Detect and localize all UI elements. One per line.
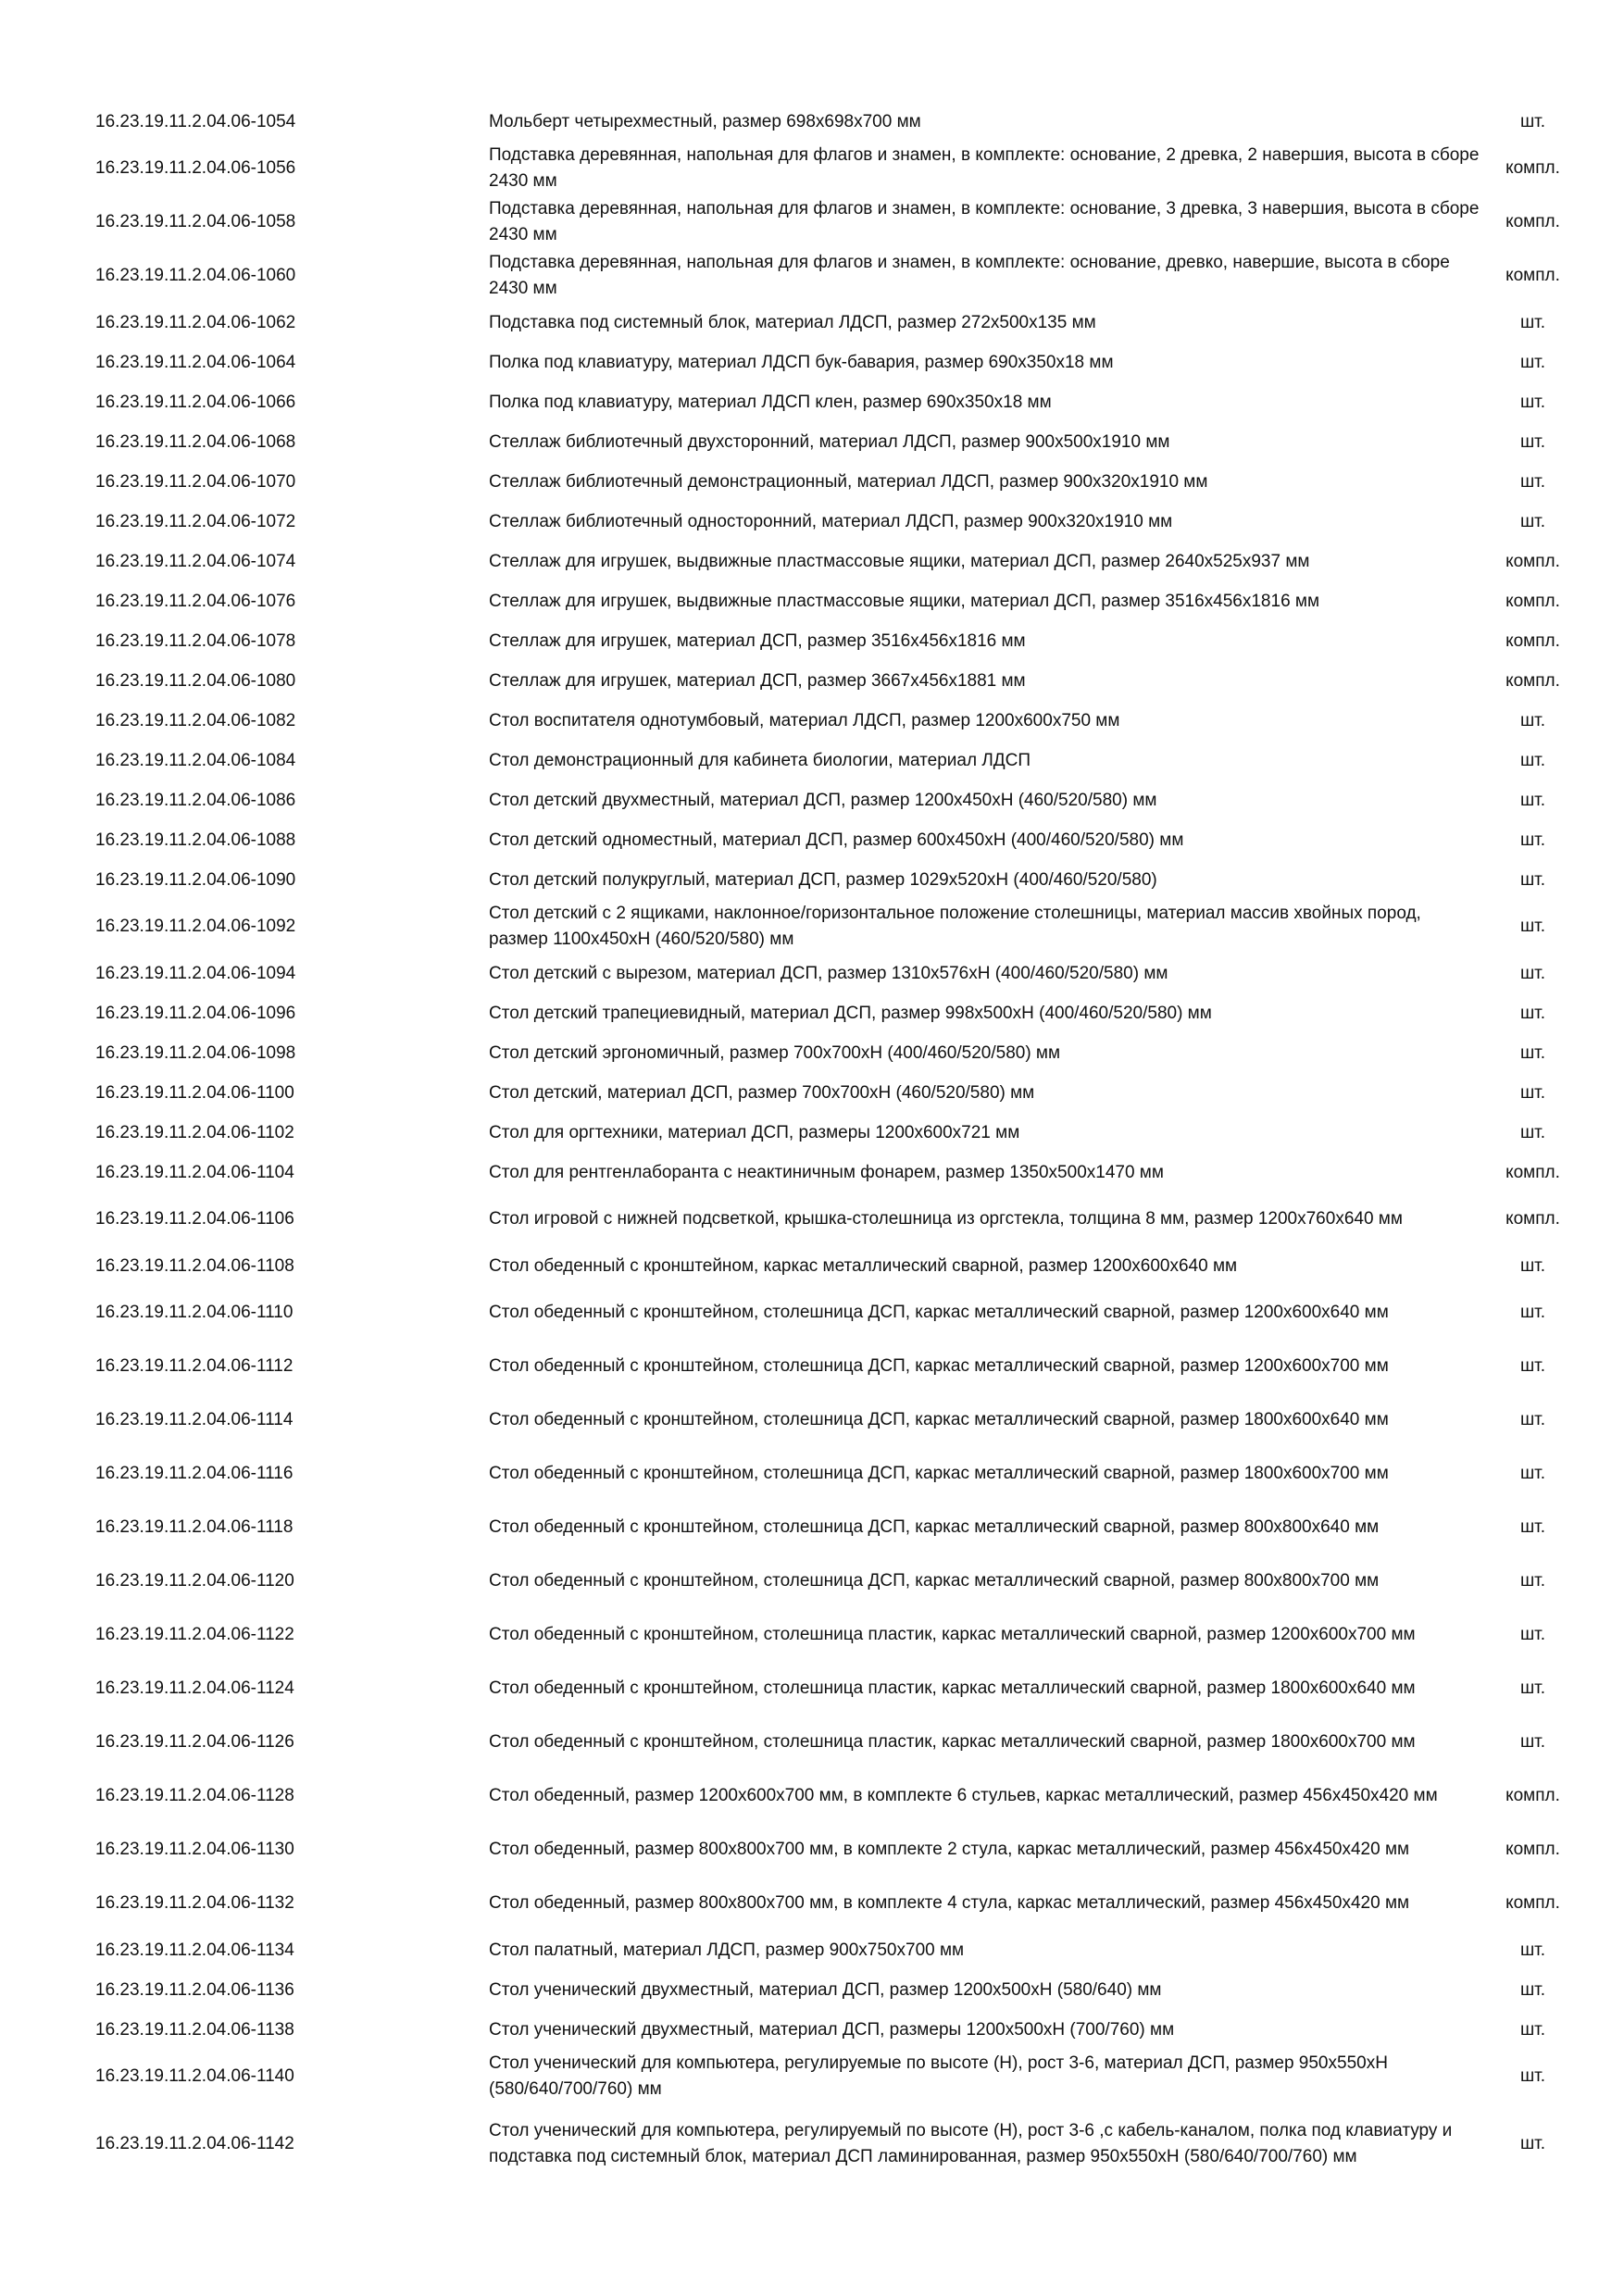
row-code: 16.23.19.11.2.04.06-1070 [95, 471, 296, 492]
row-code: 16.23.19.11.2.04.06-1092 [95, 917, 296, 936]
row-code: 16.23.19.11.2.04.06-1132 [95, 1893, 294, 1913]
row-code: 16.23.19.11.2.04.06-1098 [95, 1042, 296, 1063]
row-code: 16.23.19.11.2.04.06-1100 [95, 1082, 294, 1103]
table-body [95, 102, 1586, 2185]
row-description: Стол детский с 2 ящиками, наклонное/горизонтальное положение столешницы, материал массив хвойных пород, размер 1100х450хН (460/520/580) мм [489, 904, 1421, 949]
row-description: Подставка деревянная, напольная для флагов и знамен, в комплекте: основание, 3 древка, 3 навершия, высота в сборе 2430 мм [489, 199, 1480, 244]
row-unit: шт. [1519, 1410, 1546, 1429]
table-row [95, 993, 1586, 1033]
row-code: 16.23.19.11.2.04.06-1082 [95, 710, 296, 730]
row-code: 16.23.19.11.2.04.06-1078 [95, 630, 296, 651]
row-unit: компл. [1505, 630, 1560, 651]
table-row [95, 2103, 1586, 2185]
row-description: Стол ученический для компьютера, регулируемый по высоте (Н), рост 3-6 ,с кабель-каналом, полка под клавиатуру и подставка под системный блок, материал ДСП ламинированная, размер 950х550хН (580/640/700/760) мм [489, 2121, 1453, 2166]
table-row [95, 343, 1586, 382]
table-row [95, 1769, 1586, 1823]
table-row [95, 1930, 1586, 1970]
table-row [95, 1393, 1586, 1447]
price-list-table [95, 102, 1586, 2185]
row-description: Подставка под системный блок, материал ЛДСП, размер 272х500х135 мм [489, 312, 1096, 332]
row-description: Стол обеденный с кронштейном, столешница ДСП, каркас металлический сварной, размер 800х800х640 мм [489, 1517, 1380, 1537]
row-code: 16.23.19.11.2.04.06-1104 [95, 1162, 294, 1182]
table-row [95, 422, 1586, 462]
row-unit: шт. [1519, 1625, 1546, 1644]
table-row [95, 542, 1586, 581]
table-row [95, 1554, 1586, 1608]
row-code: 16.23.19.11.2.04.06-1096 [95, 1003, 296, 1023]
row-code: 16.23.19.11.2.04.06-1074 [95, 551, 296, 571]
row-description: Стол обеденный, размер 1200х600х700 мм, в комплекте 6 стульев, каркас металлический, размер 456х450х420 мм [489, 1786, 1438, 1805]
row-code: 16.23.19.11.2.04.06-1054 [95, 111, 296, 131]
row-description: Стол детский одноместный, материал ДСП, размер 600х450хН (400/460/520/580) мм [489, 830, 1184, 850]
table-row [95, 954, 1586, 993]
table-row [95, 1113, 1586, 1153]
row-description: Стеллаж для игрушек, выдвижные пластмассовые ящики, материал ДСП, размер 3516х456х1816 мм [489, 591, 1320, 611]
row-description: Стол детский полукруглый, материал ДСП, размер 1029х520хН (400/460/520/580) [489, 869, 1157, 890]
row-code: 16.23.19.11.2.04.06-1122 [95, 1625, 294, 1644]
table-row [95, 1192, 1586, 1246]
row-description: Стол детский с вырезом, материал ДСП, размер 1310х576хН (400/460/520/580) мм [489, 963, 1168, 983]
table-row [95, 249, 1586, 303]
row-code: 16.23.19.11.2.04.06-1084 [95, 750, 296, 770]
row-description: Стол детский трапециевидный, материал ДСП, размер 998х500хН (400/460/520/580) мм [489, 1003, 1212, 1023]
row-unit: шт. [1519, 1678, 1546, 1698]
table-row [95, 900, 1586, 954]
row-description: Стол ученический для компьютера, регулируемые по высоте (Н), рост 3-6, материал ДСП, размер 950х550хН (580/640/700/760) мм [489, 2053, 1388, 2099]
row-unit: шт. [1519, 1255, 1546, 1276]
row-description: Стеллаж для игрушек, материал ДСП, размер 3516х456х1816 мм [489, 630, 1026, 651]
row-unit: шт. [1519, 1122, 1546, 1142]
row-unit: шт. [1519, 312, 1546, 332]
table-row [95, 820, 1586, 860]
row-unit: шт. [1519, 392, 1546, 412]
row-unit: шт. [1519, 790, 1546, 810]
row-description: Стол детский эргономичный, размер 700х700хН (400/460/520/580) мм [489, 1042, 1061, 1063]
table-row [95, 2050, 1586, 2103]
row-description: Стеллаж для игрушек, выдвижные пластмассовые ящики, материал ДСП, размер 2640х525х937 мм [489, 551, 1310, 571]
row-unit: шт. [1519, 917, 1546, 936]
row-unit: шт. [1519, 1303, 1546, 1322]
row-unit: компл. [1505, 670, 1560, 691]
row-description: Подставка деревянная, напольная для флагов и знамен, в комплекте: основание, древко, навершие, высота в сборе 2430 мм [489, 253, 1450, 298]
row-code: 16.23.19.11.2.04.06-1066 [95, 392, 296, 412]
row-code: 16.23.19.11.2.04.06-1080 [95, 670, 296, 691]
row-unit: шт. [1519, 471, 1546, 492]
row-code: 16.23.19.11.2.04.06-1136 [95, 1979, 294, 2000]
row-unit: шт. [1519, 1732, 1546, 1752]
row-description: Стол обеденный с кронштейном, столешница ДСП, каркас металлический сварной, размер 1200х600х700 мм [489, 1356, 1389, 1376]
row-code: 16.23.19.11.2.04.06-1094 [95, 963, 296, 983]
row-description: Стол детский двухместный, материал ДСП, размер 1200х450хН (460/520/580) мм [489, 790, 1157, 810]
table-row [95, 1340, 1586, 1393]
row-unit: шт. [1519, 2134, 1546, 2153]
row-code: 16.23.19.11.2.04.06-1116 [95, 1464, 294, 1483]
table-row [95, 2010, 1586, 2050]
row-code: 16.23.19.11.2.04.06-1064 [95, 352, 296, 372]
table-row [95, 1970, 1586, 2010]
row-code: 16.23.19.11.2.04.06-1140 [95, 2066, 294, 2086]
table-row [95, 1286, 1586, 1340]
table-row [95, 1501, 1586, 1554]
row-description: Стол обеденный с кронштейном, столешница пластик, каркас металлический сварной, размер 1800х600х700 мм [489, 1732, 1416, 1752]
row-unit: шт. [1519, 1042, 1546, 1063]
table-row [95, 195, 1586, 249]
row-description: Стол детский, материал ДСП, размер 700х700хН (460/520/580) мм [489, 1082, 1035, 1103]
row-unit: компл. [1505, 1209, 1560, 1229]
row-unit: шт. [1519, 1464, 1546, 1483]
row-description: Стеллаж библиотечный односторонний, материал ЛДСП, размер 900х320х1910 мм [489, 511, 1173, 531]
table-row [95, 1033, 1586, 1073]
table-row [95, 142, 1586, 195]
row-code: 16.23.19.11.2.04.06-1102 [95, 1122, 294, 1142]
row-unit: компл. [1505, 1893, 1560, 1913]
row-code: 16.23.19.11.2.04.06-1118 [95, 1517, 294, 1537]
row-code: 16.23.19.11.2.04.06-1072 [95, 511, 296, 531]
row-unit: шт. [1519, 1356, 1546, 1376]
row-description: Стол воспитателя однотумбовый, материал ЛДСП, размер 1200х600х750 мм [489, 710, 1120, 730]
table-row [95, 661, 1586, 701]
row-description: Стол обеденный с кронштейном, столешница ДСП, каркас металлический сварной, размер 800х800х700 мм [489, 1571, 1380, 1591]
row-unit: компл. [1505, 591, 1560, 611]
row-description: Стол палатный, материал ЛДСП, размер 900х750х700 мм [489, 1940, 965, 1960]
row-code: 16.23.19.11.2.04.06-1112 [95, 1356, 294, 1376]
row-code: 16.23.19.11.2.04.06-1076 [95, 591, 296, 611]
row-description: Стол обеденный с кронштейном, каркас металлический сварной, размер 1200х600х640 мм [489, 1255, 1238, 1276]
row-unit: шт. [1519, 1940, 1546, 1960]
table-row [95, 1447, 1586, 1501]
row-unit: шт. [1519, 963, 1546, 983]
row-description: Стол для оргтехники, материал ДСП, размеры 1200х600х721 мм [489, 1122, 1020, 1142]
row-description: Стол обеденный с кронштейном, столешница пластик, каркас металлический сварной, размер 1800х600х640 мм [489, 1678, 1416, 1698]
row-description: Стол ученический двухместный, материал ДСП, размеры 1200х500хН (700/760) мм [489, 2019, 1175, 2040]
row-code: 16.23.19.11.2.04.06-1134 [95, 1940, 294, 1960]
table-row [95, 1823, 1586, 1877]
row-description: Стол ученический двухместный, материал ДСП, размер 1200х500хН (580/640) мм [489, 1979, 1162, 2000]
row-code: 16.23.19.11.2.04.06-1086 [95, 790, 296, 810]
table-row [95, 741, 1586, 780]
row-description: Мольберт четырехместный, размер 698х698х700 мм [489, 111, 921, 131]
row-code: 16.23.19.11.2.04.06-1142 [95, 2134, 294, 2153]
row-code: 16.23.19.11.2.04.06-1114 [95, 1410, 294, 1429]
row-description: Стол обеденный с кронштейном, столешница ДСП, каркас металлический сварной, размер 1200х600х640 мм [489, 1303, 1389, 1322]
row-code: 16.23.19.11.2.04.06-1058 [95, 212, 296, 231]
row-code: 16.23.19.11.2.04.06-1110 [95, 1303, 294, 1322]
row-code: 16.23.19.11.2.04.06-1088 [95, 830, 296, 850]
row-code: 16.23.19.11.2.04.06-1056 [95, 158, 296, 178]
row-unit: компл. [1505, 158, 1560, 178]
table-row [95, 502, 1586, 542]
table-row [95, 860, 1586, 900]
row-code: 16.23.19.11.2.04.06-1120 [95, 1571, 294, 1591]
table-row [95, 303, 1586, 343]
row-unit: компл. [1505, 1840, 1560, 1859]
row-unit: шт. [1519, 1003, 1546, 1023]
row-unit: шт. [1519, 2019, 1546, 2040]
row-unit: шт. [1519, 511, 1546, 531]
table-row [95, 462, 1586, 502]
row-unit: шт. [1519, 2066, 1546, 2086]
table-row [95, 102, 1586, 142]
table-row [95, 1877, 1586, 1930]
row-unit: шт. [1519, 1082, 1546, 1103]
row-code: 16.23.19.11.2.04.06-1106 [95, 1209, 294, 1229]
row-description: Стол обеденный с кронштейном, столешница ДСП, каркас металлический сварной, размер 1800х600х640 мм [489, 1410, 1389, 1429]
row-description: Стол обеденный, размер 800х800х700 мм, в комплекте 2 стула, каркас металлический, размер 456х450х420 мм [489, 1840, 1410, 1859]
row-description: Стол для рентгенлаборанта с неактиничным фонарем, размер 1350х500х1470 мм [489, 1162, 1164, 1182]
row-unit: шт. [1519, 830, 1546, 850]
row-description: Стеллаж для игрушек, материал ДСП, размер 3667х456х1881 мм [489, 670, 1026, 691]
table-row [95, 581, 1586, 621]
row-description: Полка под клавиатуру, материал ЛДСП клен, размер 690х350х18 мм [489, 392, 1052, 412]
row-unit: компл. [1505, 551, 1560, 571]
row-unit: шт. [1519, 1979, 1546, 2000]
row-code: 16.23.19.11.2.04.06-1126 [95, 1732, 294, 1752]
row-unit: шт. [1519, 710, 1546, 730]
row-code: 16.23.19.11.2.04.06-1108 [95, 1255, 294, 1276]
row-description: Стол обеденный с кронштейном, столешница пластик, каркас металлический сварной, размер 1200х600х700 мм [489, 1625, 1416, 1644]
row-unit: шт. [1519, 431, 1546, 452]
row-unit: шт. [1519, 1571, 1546, 1591]
table-row [95, 1608, 1586, 1662]
row-code: 16.23.19.11.2.04.06-1124 [95, 1678, 294, 1698]
table-row [95, 1246, 1586, 1286]
row-code: 16.23.19.11.2.04.06-1062 [95, 312, 296, 332]
table-row [95, 1153, 1586, 1192]
table-row [95, 1073, 1586, 1113]
row-unit: шт. [1519, 111, 1546, 131]
row-code: 16.23.19.11.2.04.06-1138 [95, 2019, 294, 2040]
table-row [95, 382, 1586, 422]
row-unit: шт. [1519, 1517, 1546, 1537]
table-row [95, 780, 1586, 820]
row-code: 16.23.19.11.2.04.06-1068 [95, 431, 296, 452]
row-unit: шт. [1519, 352, 1546, 372]
row-unit: компл. [1505, 212, 1560, 231]
table-row [95, 1662, 1586, 1716]
row-unit: компл. [1505, 266, 1560, 285]
row-unit: шт. [1519, 869, 1546, 890]
row-description: Стеллаж библиотечный двухсторонний, материал ЛДСП, размер 900х500х1910 мм [489, 431, 1170, 452]
row-description: Стол игровой с нижней подсветкой, крышка-столешница из оргстекла, толщина 8 мм, размер 1200х760х640 мм [489, 1209, 1403, 1229]
row-description: Подставка деревянная, напольная для флагов и знамен, в комплекте: основание, 2 древка, 2 навершия, высота в сборе 2430 мм [489, 145, 1480, 191]
row-description: Полка под клавиатуру, материал ЛДСП бук-бавария, размер 690х350х18 мм [489, 352, 1114, 372]
row-description: Стол обеденный, размер 800х800х700 мм, в комплекте 4 стула, каркас металлический, размер 456х450х420 мм [489, 1893, 1410, 1913]
table-row [95, 621, 1586, 661]
row-unit: шт. [1519, 750, 1546, 770]
table-row [95, 1716, 1586, 1769]
row-code: 16.23.19.11.2.04.06-1090 [95, 869, 296, 890]
row-code: 16.23.19.11.2.04.06-1060 [95, 266, 296, 285]
row-code: 16.23.19.11.2.04.06-1128 [95, 1786, 294, 1805]
row-unit: компл. [1505, 1162, 1560, 1182]
row-description: Стол обеденный с кронштейном, столешница ДСП, каркас металлический сварной, размер 1800х600х700 мм [489, 1464, 1389, 1483]
table-row [95, 701, 1586, 741]
row-code: 16.23.19.11.2.04.06-1130 [95, 1840, 294, 1859]
row-unit: компл. [1505, 1786, 1560, 1805]
row-description: Стол демонстрационный для кабинета биологии, материал ЛДСП [489, 750, 1031, 770]
row-description: Стеллаж библиотечный демонстрационный, материал ЛДСП, размер 900х320х1910 мм [489, 471, 1208, 492]
